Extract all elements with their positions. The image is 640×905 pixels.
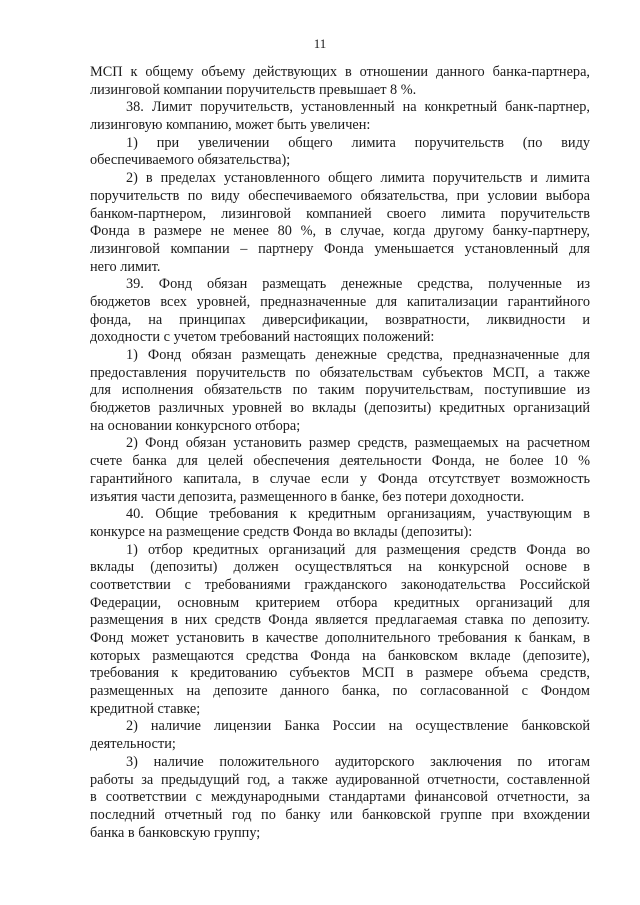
text-line: 3) наличие положительного аудиторского заключения по итогам	[126, 753, 590, 770]
text-line: Фонд может установить в качестве дополнительного требования к банкам, в	[90, 630, 590, 646]
text-line: изъятия части депозита, размещенного в банке, без потери доходности.	[90, 488, 525, 505]
text-line: в соответствии с международными стандартами финансовой отчетности, за	[90, 789, 590, 806]
text-line: деятельности;	[90, 736, 176, 753]
paragraph-38-start: 38. Лимит поручительств, установленный на конкретный банк-партнер,	[126, 99, 590, 116]
text-line: последний отчетный год по банку или банковской группе при вхождении	[90, 806, 590, 823]
document-body	[90, 64, 590, 842]
text-line: МСП к общему объему действующих в отношении данного банка-партнера,	[90, 64, 590, 80]
text-line: кредитной ставке;	[90, 700, 201, 717]
text-line: 2) в пределах установленного общего лимита поручительств и лимита	[126, 170, 590, 187]
text-line: конкурсе на размещение средств Фонда во вклады (депозиты):	[90, 523, 473, 540]
text-line: лизинговой компании поручительств превышает 8 %.	[90, 81, 417, 98]
text-line: предоставления поручительств по обязательствам субъектов МСП, а также	[90, 364, 590, 381]
text-line: работы за предыдущий год, а также аудированной отчетности, составленной	[90, 771, 590, 788]
paragraph-39-start: 39. Фонд обязан размещать денежные средства, полученные из	[126, 276, 590, 293]
text-line: гарантийного капитала, в случае если у Фонда отсутствует возможность	[90, 470, 590, 487]
text-line: 1) при увеличении общего лимита поручительств (по виду	[126, 134, 590, 151]
text-line: 1) Фонд обязан размещать денежные средства, предназначенные для	[126, 347, 590, 363]
text-line: 2) наличие лицензии Банка России на осуществление банковской	[126, 718, 590, 735]
text-line: поручительств по виду обеспечиваемого обязательства, при условии выбора	[90, 187, 590, 204]
paragraph-40-start: 40. Общие требования к кредитным организациям, участвующим в	[126, 506, 590, 523]
text-line: банка в банковскую группу;	[90, 824, 261, 841]
text-line: для исполнения обязательств по таким поручительствам, поступившие из	[90, 382, 590, 399]
text-line: вклады (депозиты) должен осуществляться на конкурсной основе в	[90, 559, 590, 576]
text-line: лизинговую компанию, может быть увеличен:	[90, 117, 371, 134]
text-line: бюджетов всех уровней, предназначенные для капитализации гарантийного	[90, 293, 590, 310]
text-line: банком-партнером, лизинговой компанией своего лимита поручительств	[90, 205, 590, 222]
text-line: бюджетов различных уровней во вклады (депозиты) кредитных организаций	[90, 400, 590, 417]
text-line: соответствии с требованиями гражданского законодательства Российской	[90, 576, 590, 593]
text-line: лизинговой компании – партнеру Фонда уменьшается установленный для	[90, 240, 590, 257]
text-line: доходности с учетом требований настоящих положений:	[90, 329, 435, 346]
text-line: 1) отбор кредитных организаций для размещения средств Фонда во	[126, 541, 590, 558]
text-line: на основании конкурсного отбора;	[90, 417, 301, 434]
text-line: счете банка для целей обеспечения деятельности Фонда, не более 10 %	[90, 453, 590, 470]
page-number: 11	[313, 36, 327, 51]
text-line: размещения в них средств Фонда является предлагаемая ставка по депозиту.	[90, 612, 590, 629]
text-line: 2) Фонд обязан установить размер средств, размещаемых на расчетном	[126, 435, 590, 452]
text-line: Федерации, основным критерием отбора кредитных организаций для	[90, 594, 590, 611]
text-line: которых размещаются средства Фонда на банковском вкладе (депозите),	[90, 647, 590, 664]
text-line: него лимит.	[90, 258, 161, 275]
text-line: обеспечиваемого обязательства);	[90, 152, 291, 169]
text-line: требования к кредитованию субъектов МСП в размере объема средств,	[90, 665, 590, 682]
text-line: фонда, на принципах диверсификации, возвратности, ликвидности и	[90, 311, 590, 328]
text-line: Фонда в размере не менее 80 %, в случае, когда другому банку-партнеру,	[90, 223, 590, 240]
text-line: размещенных на депозите данного банка, по согласованной с Фондом	[90, 683, 590, 700]
